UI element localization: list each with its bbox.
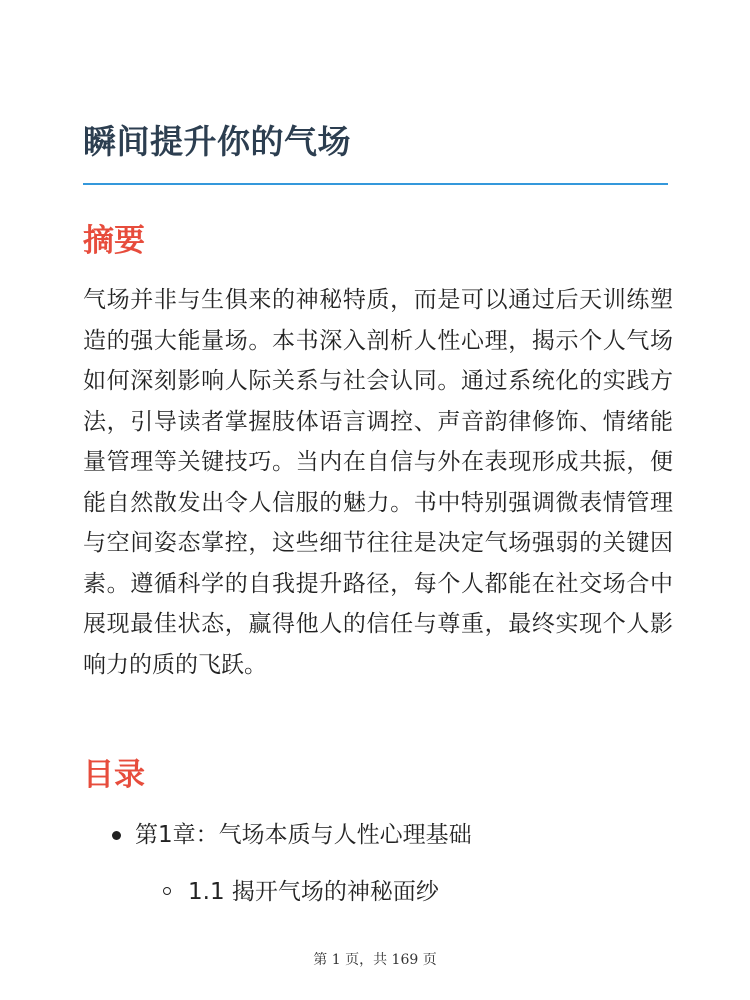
toc-bullet-circle-icon [163, 887, 171, 895]
toc-bullet-disc-icon [112, 831, 121, 840]
document-title: 瞬间提升你的气场 [83, 122, 351, 161]
abstract-paragraph: 气场并非与生俱来的神秘特质，而是可以通过后天训练塑造的强大能量场。本书深入剖析人性心理，揭示个人气场如何深刻影响人际关系与社会认同。通过系统化的实践方法，引导读者掌握肢体语言调控、声音韵律修饰、情绪能量管理等关键技巧。当内在自信与外在表现形成共振，便能自然散发出令人信服的魅力。书中特别强调微表情管理与空间姿态掌控，这些细节往往是决定气场强弱的关键因素。遵循科学的自我提升路径，每个人都能在社交场合中展现最佳状态，赢得他人的信任与尊重，最终实现个人影响力的质的飞跃。 [83, 287, 673, 678]
toc-item-chapter-1[interactable]: 第1章：气场本质与人性心理基础 [135, 822, 472, 848]
abstract-heading: 摘要 [83, 223, 145, 259]
page-footer: 第 1 页，共 169 页 [313, 952, 437, 968]
toc-item-section-1-1[interactable]: 1.1 揭开气场的神秘面纱 [188, 879, 439, 905]
toc-heading: 目录 [83, 757, 145, 793]
title-divider [83, 183, 668, 185]
